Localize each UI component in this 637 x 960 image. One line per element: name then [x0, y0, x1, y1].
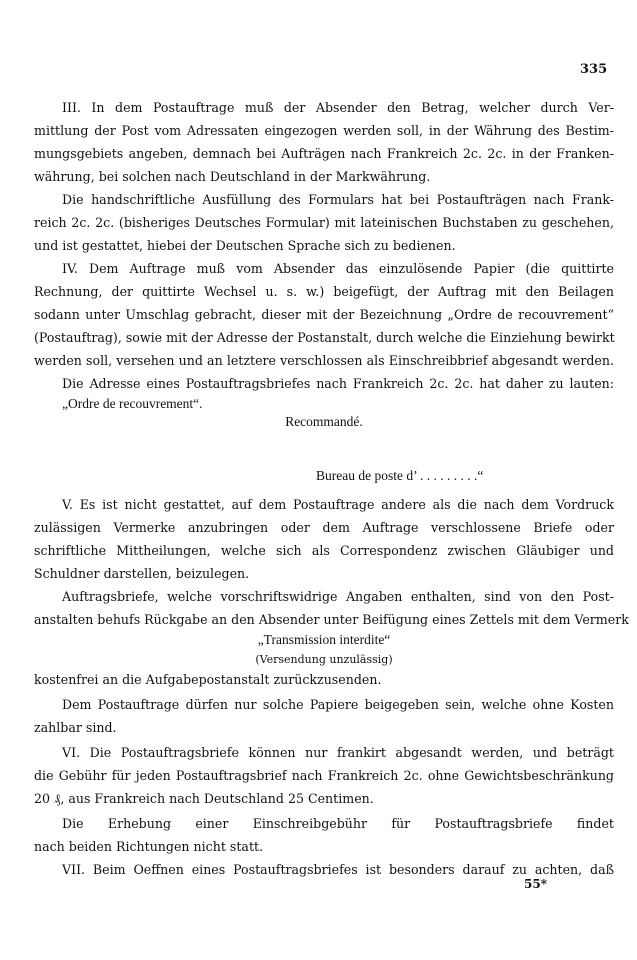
text-line: reich 2c. 2c. (bisheriges Deutsches Formular) mit lateinischen Buchstaben zu geschehen,: [34, 215, 614, 230]
text-line: VI. Die Postauftragsbriefe können nur frankirt abgesandt werden, und beträgt: [62, 745, 614, 760]
text-line: „Ordre de recouvrement“.: [62, 396, 203, 411]
text-line: „Transmission interdite“: [257, 632, 391, 647]
text-line: (Versendung unzulässig): [255, 653, 393, 666]
text-line: Recommandé.: [285, 414, 363, 429]
text-line: zulässigen Vermerke anzubringen oder dem Auftrage verschlossene Briefe oder: [34, 520, 614, 535]
text-line: werden soll, versehen und an letztere verschlossen als Einschreibbrief abgesandt werden.: [34, 353, 614, 368]
text-line: zahlbar sind.: [34, 720, 117, 735]
text-line: Auftragsbriefe, welche vorschriftswidrige Angaben enthalten, sind von den Post-: [62, 589, 614, 604]
text-line: anstalten behufs Rückgabe an den Absender unter Beifügung eines Zettels mit dem Vermerk: [34, 612, 629, 627]
signature-mark: 55*: [524, 877, 547, 891]
text-line: Die Adresse eines Postauftragsbriefes nach Frankreich 2c. 2c. hat daher zu lauten:: [62, 376, 614, 391]
text-line: Rechnung, der quittirte Wechsel u. s. w.) beigefügt, der Auftrag mit den Beilagen: [34, 284, 614, 299]
text-line: 20 ₰, aus Frankreich nach Deutschland 25 Centimen.: [34, 791, 374, 806]
text-line: schriftliche Mittheilungen, welche sich als Correspondenz zwischen Gläubiger und: [34, 543, 614, 558]
text-line: mungsgebiets angeben, demnach bei Aufträgen nach Frankreich 2c. 2c. in der Franken-: [34, 146, 614, 161]
text-line: VII. Beim Oeffnen eines Postauftragsbriefes ist besonders darauf zu achten, daß: [62, 862, 614, 877]
text-line: Schuldner darstellen, beizulegen.: [34, 566, 250, 581]
text-line: III. In dem Postauftrage muß der Absender den Betrag, welcher durch Ver-: [62, 100, 614, 115]
page-number: 335: [580, 62, 608, 77]
text-line: IV. Dem Auftrage muß vom Absender das einzulösende Papier (die quittirte: [62, 261, 614, 276]
text-line: kostenfrei an die Aufgabepostanstalt zurückzusenden.: [34, 672, 382, 687]
text-line: Die handschriftliche Ausfüllung des Formulars hat bei Postaufträgen nach Frank-: [62, 192, 614, 207]
text-line: mittlung der Post vom Adressaten eingezogen werden soll, in der Währung des Bestim-: [34, 123, 614, 138]
text-line: die Gebühr für jeden Postauftragsbrief nach Frankreich 2c. ohne Gewichtsbeschränkung: [34, 768, 614, 783]
text-line: sodann unter Umschlag gebracht, dieser mit der Bezeichnung „Ordre de recouvrement“: [34, 307, 614, 322]
text-line: nach beiden Richtungen nicht statt.: [34, 839, 264, 854]
text-line: V. Es ist nicht gestattet, auf dem Postauftrage andere als die nach dem Vordruck: [62, 497, 614, 512]
text-line: Bureau de poste d’ . . . . . . . . .“: [316, 468, 484, 483]
text-line: Dem Postauftrage dürfen nur solche Papiere beigegeben sein, welche ohne Kosten: [62, 697, 614, 712]
text-line: (Postauftrag), sowie mit der Adresse der Postanstalt, durch welche die Einziehung bewirkt: [34, 330, 615, 345]
text-line: währung, bei solchen nach Deutschland in der Markwährung.: [34, 169, 431, 184]
text-line: und ist gestattet, hiebei der Deutschen Sprache sich zu bedienen.: [34, 238, 456, 253]
text-line: Die Erhebung einer Einschreibgebühr für Postauftragsbriefe findet: [62, 816, 614, 831]
